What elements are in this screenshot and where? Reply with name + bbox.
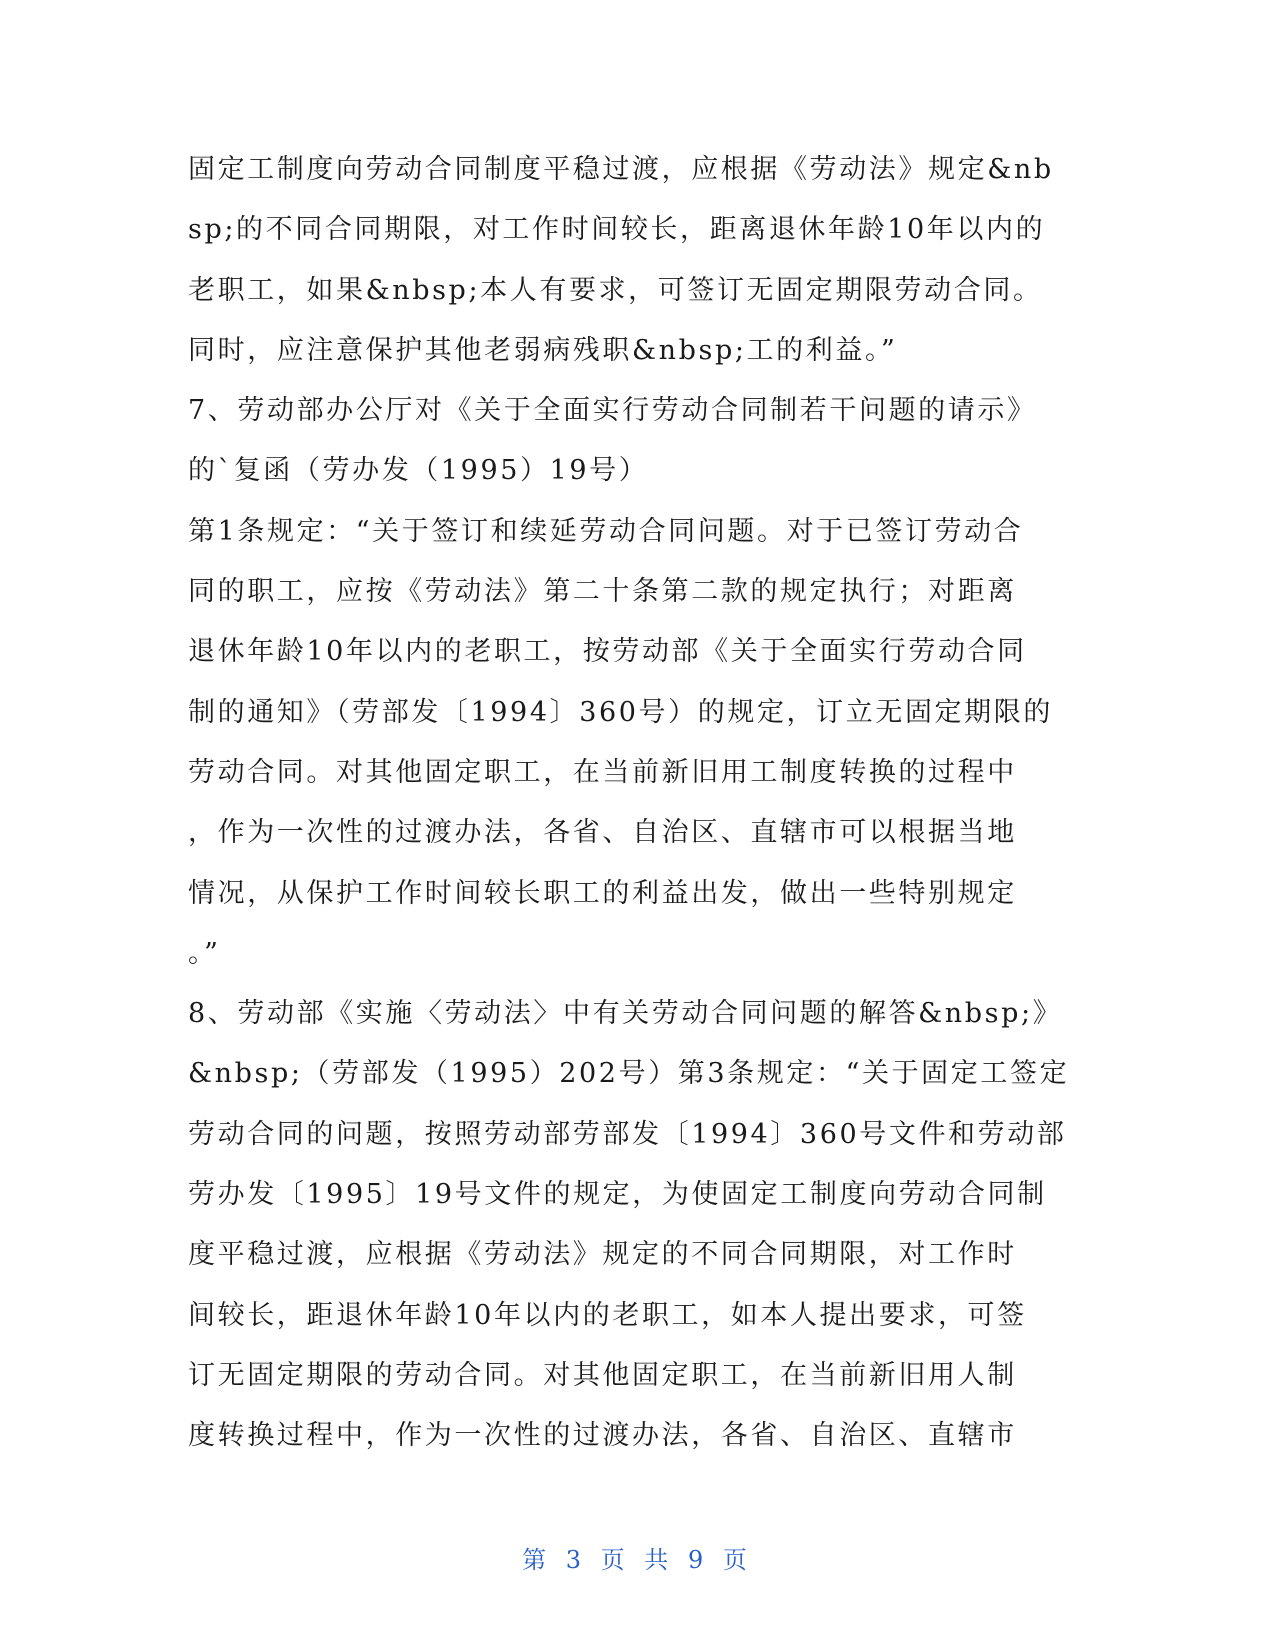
text-line: 。”: [188, 937, 221, 969]
document-body: [188, 140, 1088, 1467]
text-line: 订无固定期限的劳动合同。对其他固定职工，在当前新旧用人制: [188, 1359, 1017, 1391]
text-line: 劳办发〔1995〕19号文件的规定，为使固定工制度向劳动合同制: [188, 1179, 1047, 1211]
section-heading-7: 7、劳动部办公厅对《关于全面实行劳动合同制若干问题的请示》: [188, 395, 1037, 427]
text-line: 退休年龄10年以内的老职工，按劳动部《关于全面实行劳动合同: [188, 636, 1027, 668]
text-line: 同的职工，应按《劳动法》第二十条第二款的规定执行；对距离: [188, 576, 1017, 608]
text-line: 间较长，距退休年龄10年以内的老职工，如本人提出要求，可签: [188, 1299, 1027, 1331]
section-heading-7-continued: 的`复函（劳办发（1995）19号）: [188, 455, 649, 487]
text-line: 固定工制度向劳动合同制度平稳过渡，应根据《劳动法》规定&nb: [188, 154, 1054, 185]
text-line: ，作为一次性的过渡办法，各省、自治区、直辖市可以根据当地: [188, 817, 1017, 849]
section-heading-8: 8、劳动部《实施〈劳动法〉中有关劳动合同问题的解答&nbsp;》: [188, 998, 1063, 1030]
text-line: 第1条规定：“关于签订和续延劳动合同问题。对于已签订劳动合: [188, 515, 1024, 547]
text-line: 老职工，如果&nbsp;本人有要求，可签订无固定期限劳动合同。: [188, 274, 1043, 306]
text-line: 劳动合同的问题，按照劳动部劳部发〔1994〕360号文件和劳动部: [188, 1118, 1067, 1150]
page-number-footer: 第 3 页 共 9 页: [522, 1546, 753, 1574]
text-line: 度平稳过渡，应根据《劳动法》规定的不同合同期限，对工作时: [188, 1239, 1017, 1271]
text-line: &nbsp;（劳部发（1995）202号）第3条规定：“关于固定工签定: [188, 1058, 1070, 1090]
text-line: sp;的不同合同期限，对工作时间较长，距离退休年龄10年以内的: [188, 214, 1046, 246]
text-line: 同时，应注意保护其他老弱病残职&nbsp;工的利益。”: [188, 334, 898, 366]
text-line: 度转换过程中，作为一次性的过渡办法，各省、自治区、直辖市: [188, 1420, 1017, 1452]
text-line: 情况，从保护工作时间较长职工的利益出发，做出一些特别规定: [188, 877, 1017, 909]
text-line: 制的通知》（劳部发〔1994〕360号）的规定，订立无固定期限的: [188, 696, 1053, 728]
text-line: 劳动合同。对其他固定职工，在当前新旧用工制度转换的过程中: [188, 756, 1017, 788]
